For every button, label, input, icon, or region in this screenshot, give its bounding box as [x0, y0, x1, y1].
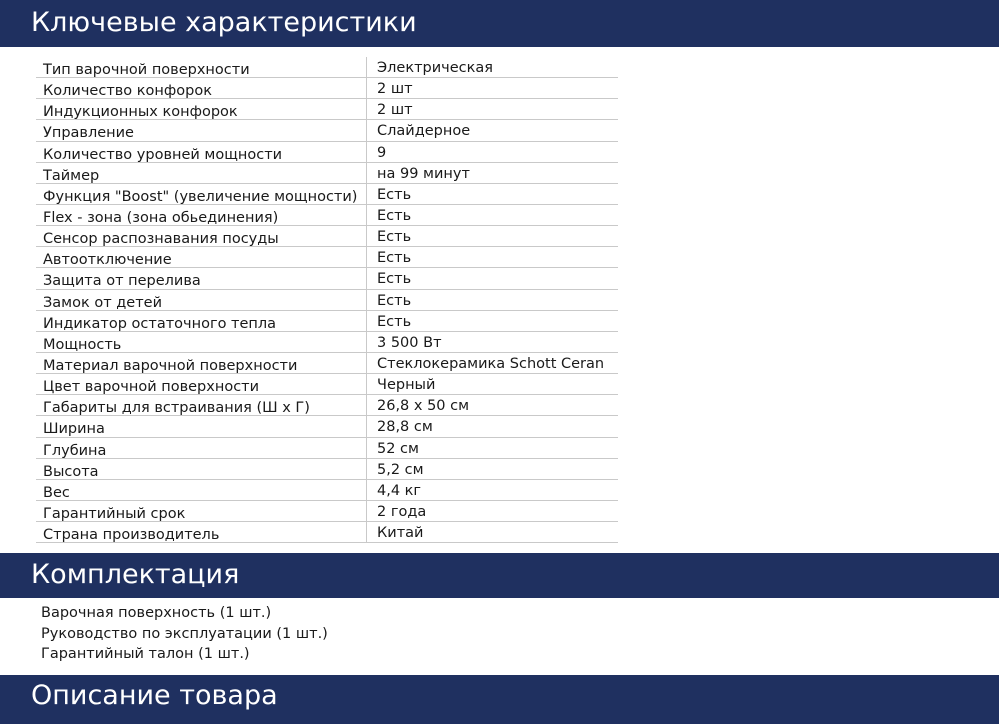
table-row [36, 226, 618, 247]
spec-value: 4,4 кг [377, 482, 422, 499]
spec-name: Автоотключение [36, 247, 367, 267]
spec-name: Количество конфорок [36, 78, 367, 98]
spec-name: Flex - зона (зона обьединения) [36, 205, 367, 225]
spec-value: Электрическая [377, 60, 493, 76]
spec-value: 2 года [377, 503, 427, 520]
list-item: Варочная поверхность (1 шт.) [41, 605, 272, 621]
section-title: Ключевые характеристики [31, 7, 417, 38]
table-row [36, 353, 618, 374]
list-item: Гарантийный талон (1 шт.) [41, 646, 250, 662]
table-row [36, 480, 618, 501]
spec-name: Ширина [36, 416, 367, 436]
spec-name: Таймер [36, 163, 367, 183]
spec-name: Материал варочной поверхности [36, 353, 367, 373]
spec-name: Глубина [36, 438, 367, 458]
spec-name: Высота [36, 459, 367, 479]
spec-value: 28,8 см [377, 419, 433, 436]
spec-value: 9 [377, 144, 387, 161]
spec-value: Есть [377, 229, 412, 246]
list-item: Руководство по эксплуатации (1 шт.) [41, 625, 328, 642]
spec-name: Мощность [36, 332, 367, 352]
spec-value: Есть [377, 292, 412, 309]
table-row [36, 57, 618, 78]
table-row [36, 311, 618, 332]
spec-name: Защита от перелива [36, 268, 367, 288]
spec-value: 52 см [377, 440, 419, 457]
section-header-kit [0, 553, 999, 598]
spec-name: Тип варочной поверхности [36, 57, 367, 77]
section-title: Комплектация [31, 559, 240, 590]
spec-value: Китай [377, 525, 424, 542]
table-row [36, 120, 618, 141]
spec-name: Габариты для встраивания (Ш х Г) [36, 395, 367, 415]
spec-value: Стеклокерамика Schott Ceran [377, 355, 605, 372]
table-row [36, 332, 618, 353]
spec-value: Есть [377, 186, 412, 203]
table-row [36, 501, 618, 522]
spec-value: на 99 минут [377, 165, 470, 182]
spec-name: Страна производитель [36, 522, 367, 542]
table-row [36, 184, 618, 205]
table-row [36, 163, 618, 184]
table-row [36, 142, 618, 163]
spec-value: Черный [377, 377, 436, 394]
table-row [36, 78, 618, 99]
spec-value: 3 500 Вт [377, 334, 442, 351]
spec-value: 5,2 см [377, 461, 424, 478]
spec-value: 2 шт [377, 102, 413, 119]
spec-name: Управление [36, 120, 367, 140]
spec-value: 2 шт [377, 81, 413, 98]
spec-name: Гарантийный срок [36, 501, 367, 521]
spec-value: Есть [377, 271, 412, 288]
spec-name: Замок от детей [36, 290, 367, 310]
spec-name: Индикатор остаточного тепла [36, 311, 367, 331]
specs-table [36, 57, 618, 543]
table-row [36, 416, 618, 437]
spec-name: Функция "Boost" (увеличение мощности) [36, 184, 367, 204]
section-title: Описание товара [31, 680, 278, 711]
table-row [36, 395, 618, 416]
table-row [36, 459, 618, 480]
spec-name: Сенсор распознавания посуды [36, 226, 367, 246]
section-header-description [0, 675, 999, 724]
spec-value: Есть [377, 313, 412, 330]
spec-name: Индукционных конфорок [36, 99, 367, 119]
kit-list [41, 603, 328, 665]
spec-value: 26,8 х 50 см [377, 398, 470, 415]
spec-value: Есть [377, 250, 412, 267]
table-row [36, 99, 618, 120]
table-row [36, 438, 618, 459]
spec-value: Есть [377, 207, 412, 224]
table-row [36, 374, 618, 395]
spec-name: Количество уровней мощности [36, 142, 367, 162]
spec-value: Слайдерное [377, 123, 471, 140]
table-row [36, 290, 618, 311]
spec-name: Цвет варочной поверхности [36, 374, 367, 394]
table-row [36, 205, 618, 226]
table-row [36, 522, 618, 543]
table-row [36, 247, 618, 268]
table-row [36, 268, 618, 289]
section-header-specs [0, 0, 999, 47]
spec-name: Вес [36, 480, 367, 500]
